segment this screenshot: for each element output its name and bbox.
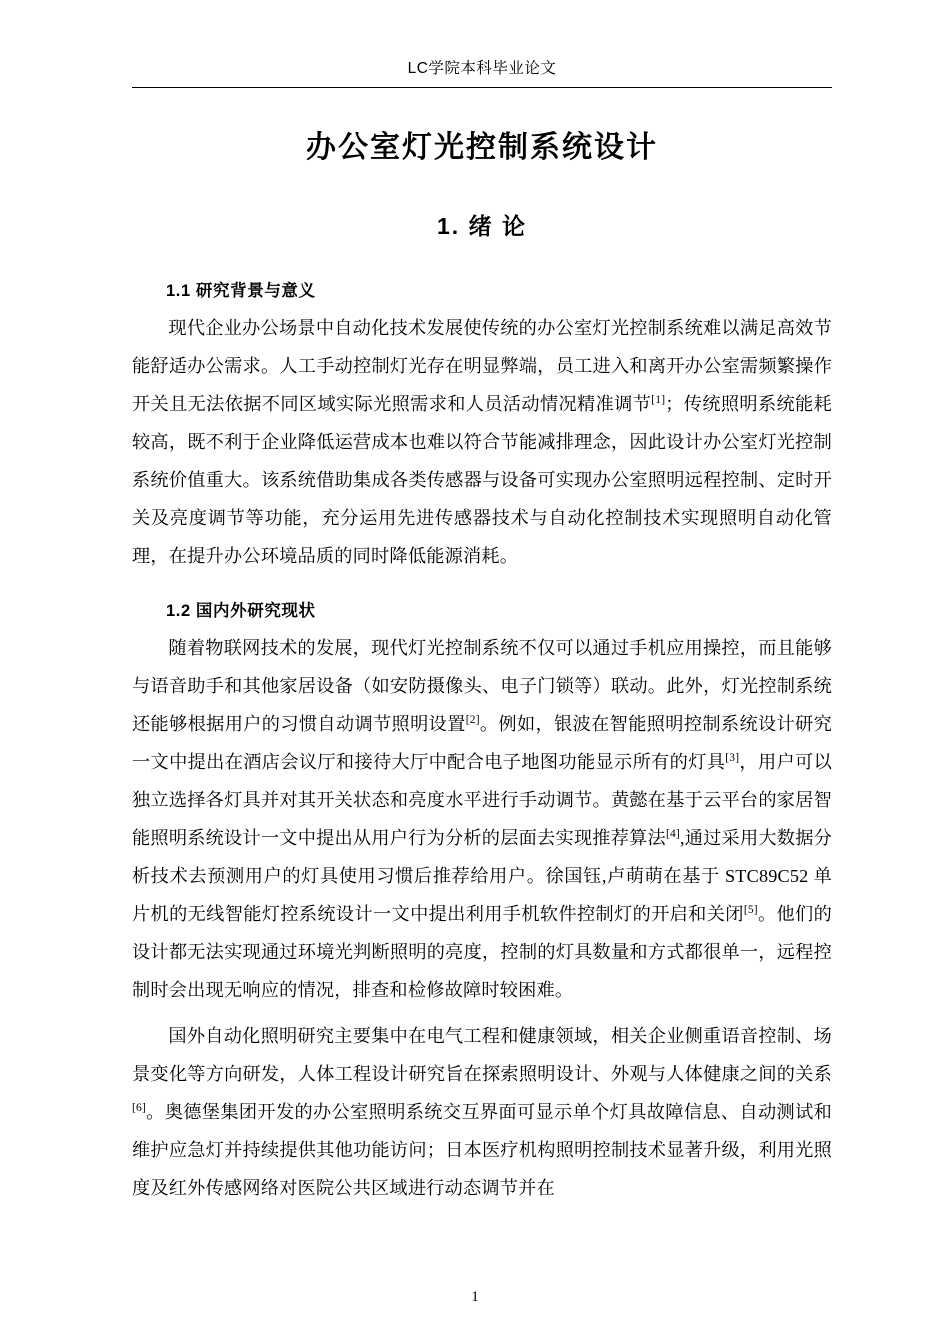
citation-marker: [2] <box>465 713 480 726</box>
citation-marker: [1] <box>651 393 666 406</box>
chapter-heading: 1. 绪 论 <box>437 213 527 239</box>
page-title: 办公室灯光控制系统设计 <box>306 131 658 164</box>
citation-marker: [6] <box>132 1101 147 1114</box>
citation-marker: [4] <box>665 827 680 840</box>
running-header: LC学院本科毕业论文 <box>132 56 832 88</box>
citation-marker: [3] <box>725 751 740 764</box>
section-heading-1-2: 1.2 国内外研究现状 <box>166 602 316 620</box>
page-number: 1 <box>471 1289 479 1305</box>
paragraph: 国外自动化照明研究主要集中在电气工程和健康领域，相关企业侧重语音控制、场景变化等方向研发，人体工程设计研究旨在探索照明设计、外观与人体健康之间的关系[6]。奥德堡集团开发的办公室照明系统交互界面可显示单个灯具故障信息、自动测试和维护应急灯并持续提供其他功能访问；日本医疗机构照明控制技术显著升级，利用光照度及红外传感网络对医院公共区域进行动态调节并在 <box>132 1026 832 1198</box>
section-heading-1-1: 1.1 研究背景与意义 <box>166 282 316 300</box>
citation-marker: [5] <box>743 903 758 916</box>
paragraph: 随着物联网技术的发展，现代灯光控制系统不仅可以通过手机应用操控，而且能够与语音助手和其他家居设备（如安防摄像头、电子门锁等）联动。此外，灯光控制系统还能够根据用户的习惯自动调节照明设置[2]。例如，银波在智能照明控制系统设计研究一文中提出在酒店会议厅和接待大厅中配合电子地图功能显示所有的灯具[3]，用户可以独立选择各灯具并对其开关状态和亮度水平进行手动调节。黄懿在基于云平台的家居智能照明系统设计一文中提出从用户行为分析的层面去实现推荐算法[4],通过采用大数据分析技术去预测用户的灯具使用习惯后推荐给用户。徐国钰,卢萌萌在基于 STC89C52 单片机的无线智能灯控系统设计一文中提出利用手机软件控制灯的开启和关闭[5]。他们的设计都无法实现通过环境光判断照明的亮度，控制的灯具数量和方式都很单一，远程控制时会出现无响应的情况，排查和检修故障时较困难。 <box>132 638 832 1000</box>
page-content <box>132 56 832 1207</box>
paragraph: 现代企业办公场景中自动化技术发展使传统的办公室灯光控制系统难以满足高效节能舒适办公需求。人工手动控制灯光存在明显弊端，员工进入和离开办公室需频繁操作开关且无法依据不同区域实际光照需求和人员活动情况精准调节[1]；传统照明系统能耗较高，既不利于企业降低运营成本也难以符合节能减排理念，因此设计办公室灯光控制系统价值重大。该系统借助集成各类传感器与设备可实现办公室照明远程控制、定时开关及亮度调节等功能，充分运用先进传感器技术与自动化控制技术实现照明自动化管理，在提升办公环境品质的同时降低能源消耗。 <box>132 318 832 566</box>
